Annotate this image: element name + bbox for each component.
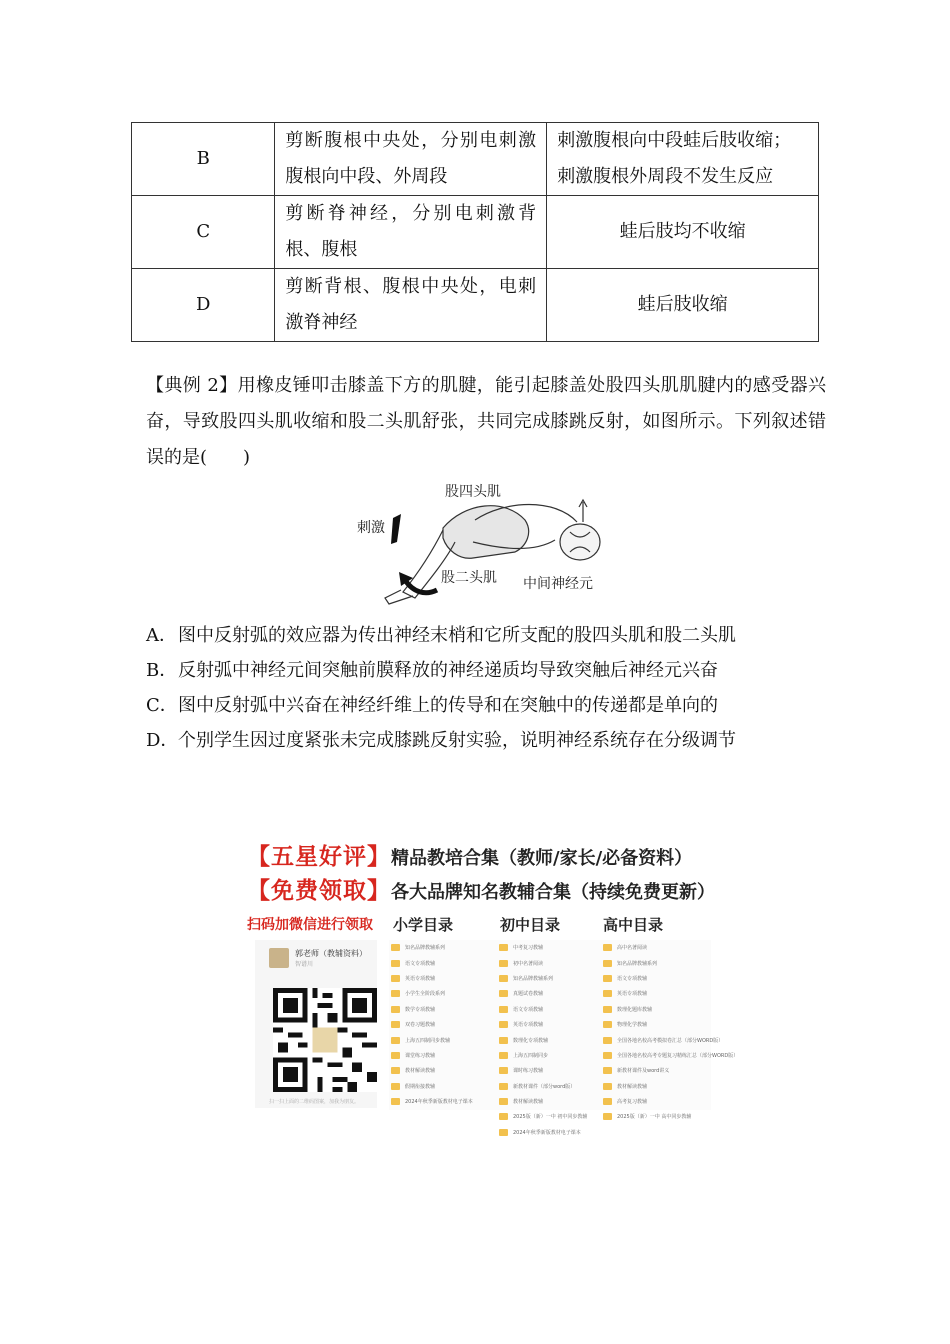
table-row: [132, 123, 819, 196]
folder-label: 英语专项教辅: [405, 975, 436, 982]
folder-icon: [603, 944, 612, 951]
label-interneuron: 中间神经元: [523, 576, 593, 592]
folder-icon: [603, 1067, 612, 1074]
folder-label: 知名品牌教辅系列: [513, 975, 554, 982]
folder-icon: [391, 1083, 400, 1090]
folder-label: 全国各地名校高考专题复习精练汇总（部分WORD版）: [617, 1052, 739, 1059]
folder-list-high: [601, 940, 739, 1121]
folder-icon: [499, 944, 508, 951]
ad-dark-text: 精品教培合集（教师/家长/必备资料）: [391, 848, 693, 869]
list-item: [389, 1079, 499, 1094]
list-item: [601, 955, 711, 970]
wechat-name: 郭老师（教辅资料）: [295, 949, 367, 958]
list-item: [497, 1048, 607, 1063]
wechat-card: [255, 940, 377, 1108]
list-item: [389, 955, 499, 970]
list-item: [497, 1109, 607, 1124]
experiment-table: [131, 122, 819, 342]
list-item: [601, 1048, 739, 1063]
folder-label: 初中名著阅读: [513, 960, 544, 967]
folder-icon: [603, 1052, 612, 1059]
knee-jerk-figure: [355, 480, 605, 610]
folder-label: 数学专项教辅: [405, 1006, 436, 1013]
folder-label: 真题试卷教辅: [513, 991, 544, 998]
folder-label: 全国各地名校高考模拟卷汇总（部分WORD版）: [617, 1037, 724, 1044]
folder-icon: [499, 1067, 508, 1074]
folder-label: 物理化学教辅: [617, 1022, 648, 1029]
ad-dark-text: 各大品牌知名教辅合集（持续免费更新）: [391, 882, 715, 903]
result-cell: 蛙后肢均不收缩: [547, 196, 819, 269]
folder-icon: [499, 990, 508, 997]
ad-panel: [247, 914, 739, 1136]
folder-icon: [499, 1052, 508, 1059]
option-text: 图中反射弧中兴奋在神经纤维上的传导和在突触中的传递都是单向的: [178, 695, 718, 716]
list-item: [497, 1125, 607, 1140]
folder-label: 数理化专项教辅: [513, 1037, 549, 1044]
folder-icon: [603, 1037, 612, 1044]
folder-label: 高考复习教辅: [617, 1099, 648, 1106]
label-quadriceps: 股四头肌: [445, 484, 501, 500]
list-item: [389, 986, 499, 1001]
folder-icon: [603, 990, 612, 997]
folder-icon: [391, 1037, 400, 1044]
folder-icon: [499, 1129, 508, 1136]
folder-icon: [499, 1098, 508, 1105]
folder-label: 新教材课件及word讲义: [617, 1068, 670, 1075]
folder-icon: [391, 990, 400, 997]
folder-label: 2025版（新）一中 高中同步教辅: [617, 1114, 692, 1121]
wechat-sub: 智谱川: [295, 961, 314, 968]
list-item: [497, 1017, 607, 1032]
folder-label: 知名品牌教辅系列: [405, 945, 446, 952]
folder-label: 2024年秋季新版教材电子课本: [513, 1129, 581, 1136]
list-item: [497, 955, 607, 970]
option-b: [146, 653, 836, 688]
option-letter: A．: [146, 625, 177, 646]
list-item: [389, 940, 499, 955]
list-item: [389, 1063, 499, 1078]
list-item: [601, 986, 711, 1001]
ad-line-1: [247, 840, 717, 874]
col-title-high: 高中目录: [603, 916, 664, 934]
table-row: [132, 196, 819, 269]
col-title-middle: 初中目录: [500, 916, 561, 934]
option-letter: C．: [146, 695, 178, 716]
question-stem: 【典例 2】用橡皮锤叩击膝盖下方的肌腱，能引起膝盖处股四头肌肌腱内的感受器兴奋，导致股四头肌收缩和股二头肌舒张，共同完成膝跳反射，如图所示。下列叙述错误的是( ): [146, 375, 826, 468]
folder-icon: [391, 1052, 400, 1059]
ad-banner[interactable]: [247, 840, 739, 1136]
scan-title: 扫码加微信进行领取: [247, 917, 373, 933]
list-item: [601, 1109, 711, 1124]
folder-label: 高中名著阅读: [617, 945, 648, 952]
list-item: [601, 1079, 711, 1094]
folder-label: 2025版（新）一中 初中同步教辅: [513, 1114, 588, 1121]
folder-icon: [603, 1083, 612, 1090]
folder-icon: [603, 1021, 612, 1028]
folder-icon: [391, 1098, 400, 1105]
folder-label: 教材解读教辅: [513, 1099, 544, 1106]
folder-icon: [391, 1006, 400, 1013]
list-item: [601, 1017, 711, 1032]
folder-label: 双卷习题教辅: [405, 1022, 436, 1029]
folder-icon: [499, 1021, 508, 1028]
operation-cell: 剪断背根、腹根中央处，电刺激脊神经: [275, 269, 547, 342]
ad-red-title: 【免费领取】: [247, 878, 391, 904]
wechat-hint: 扫一扫上面的二维码图案，加我为朋友。: [269, 1099, 360, 1105]
list-item: [497, 1063, 607, 1078]
operation-cell: 剪断脊神经，分别电刺激背根、腹根: [275, 196, 547, 269]
folder-icon: [603, 1113, 612, 1120]
label-biceps: 股二头肌: [441, 570, 497, 586]
folder-icon: [499, 1037, 508, 1044]
folder-list-middle: [497, 940, 607, 1136]
folder-label: 上海五四制同步: [513, 1052, 549, 1059]
folder-icon: [603, 1006, 612, 1013]
folder-label: 中考复习教辅: [513, 945, 544, 952]
list-item: [601, 1063, 711, 1078]
list-item: [601, 1002, 711, 1017]
folder-icon: [391, 975, 400, 982]
option-letter: D．: [146, 730, 179, 751]
folder-icon: [499, 975, 508, 982]
folder-icon: [603, 975, 612, 982]
option-letter: B．: [146, 660, 178, 681]
list-item: [601, 1032, 724, 1047]
list-item: [497, 1002, 607, 1017]
list-item: [389, 1002, 499, 1017]
folder-label: 小学生全阶段系列: [405, 991, 446, 998]
list-item: [497, 986, 607, 1001]
folder-label: 语文专项教辅: [513, 1006, 544, 1013]
folder-label: 教材解读教辅: [617, 1083, 648, 1090]
folder-icon: [603, 1098, 612, 1105]
folder-label: 新教材课件（部分word版）: [513, 1083, 576, 1090]
option-d: [146, 723, 836, 758]
operation-cell: 剪断腹根中央处，分别电刺激腹根向中段、外周段: [275, 123, 547, 196]
list-item: [497, 1094, 607, 1109]
folder-icon: [391, 1021, 400, 1028]
ad-red-title: 【五星好评】: [247, 844, 391, 870]
option-text: 反射弧中神经元间突触前膜释放的神经递质均导致突触后神经元兴奋: [178, 660, 718, 681]
folder-label: 教材解读教辅: [405, 1068, 436, 1075]
list-item: [497, 971, 607, 986]
answer-options: [146, 618, 836, 758]
option-cell: D: [132, 269, 275, 342]
folder-icon: [391, 1067, 400, 1074]
list-item: [601, 971, 711, 986]
option-a: [146, 618, 836, 653]
folder-icon: [499, 1083, 508, 1090]
folder-label: 英语专项教辅: [513, 1022, 544, 1029]
folder-icon: [391, 960, 400, 967]
folder-icon: [499, 1006, 508, 1013]
result-cell: 蛙后肢收缩: [547, 269, 819, 342]
qr-code-icon[interactable]: [273, 988, 377, 1092]
folder-label: 课堂练习教辅: [405, 1052, 436, 1059]
ad-line-2: [247, 874, 717, 908]
folder-label: 语文专项教辅: [617, 975, 648, 982]
list-item: [497, 940, 607, 955]
list-item: [389, 1017, 499, 1032]
list-item: [389, 971, 499, 986]
folder-label: 假期衔接教辅: [405, 1083, 436, 1090]
list-item: [389, 1032, 499, 1047]
folder-label: 课时练习教辅: [513, 1068, 544, 1075]
list-item: [497, 1032, 607, 1047]
folder-list-primary: [389, 940, 499, 1110]
table-row: [132, 269, 819, 342]
option-text: 图中反射弧的效应器为传出神经末梢和它所支配的股四头肌和股二头肌: [178, 625, 736, 646]
folder-label: 上海五四制同步教辅: [405, 1037, 451, 1044]
folder-label: 数理化题库教辅: [617, 1006, 653, 1013]
result-cell: 刺激腹根向中段蛙后肢收缩；刺激腹根外周段不发生反应: [547, 123, 819, 196]
avatar: [269, 948, 289, 968]
folder-label: 知名品牌教辅系列: [617, 960, 658, 967]
option-c: [146, 688, 836, 723]
list-item: [601, 940, 711, 955]
label-stimulus: 刺激: [357, 520, 385, 536]
folder-label: 英语专项教辅: [617, 991, 648, 998]
folder-icon: [391, 944, 400, 951]
folder-icon: [603, 960, 612, 967]
col-title-primary: 小学目录: [393, 916, 454, 934]
option-text: 个别学生因过度紧张未完成膝跳反射实验，说明神经系统存在分级调节: [178, 730, 736, 751]
option-cell: B: [132, 123, 275, 196]
folder-label: 2024年秋季新版教材电子课本: [405, 1099, 473, 1106]
folder-label: 语文专项教辅: [405, 960, 436, 967]
option-cell: C: [132, 196, 275, 269]
list-item: [601, 1094, 711, 1109]
list-item: [389, 1048, 499, 1063]
list-item: [389, 1094, 499, 1109]
folder-icon: [499, 960, 508, 967]
list-item: [497, 1079, 607, 1094]
folder-icon: [499, 1113, 508, 1120]
